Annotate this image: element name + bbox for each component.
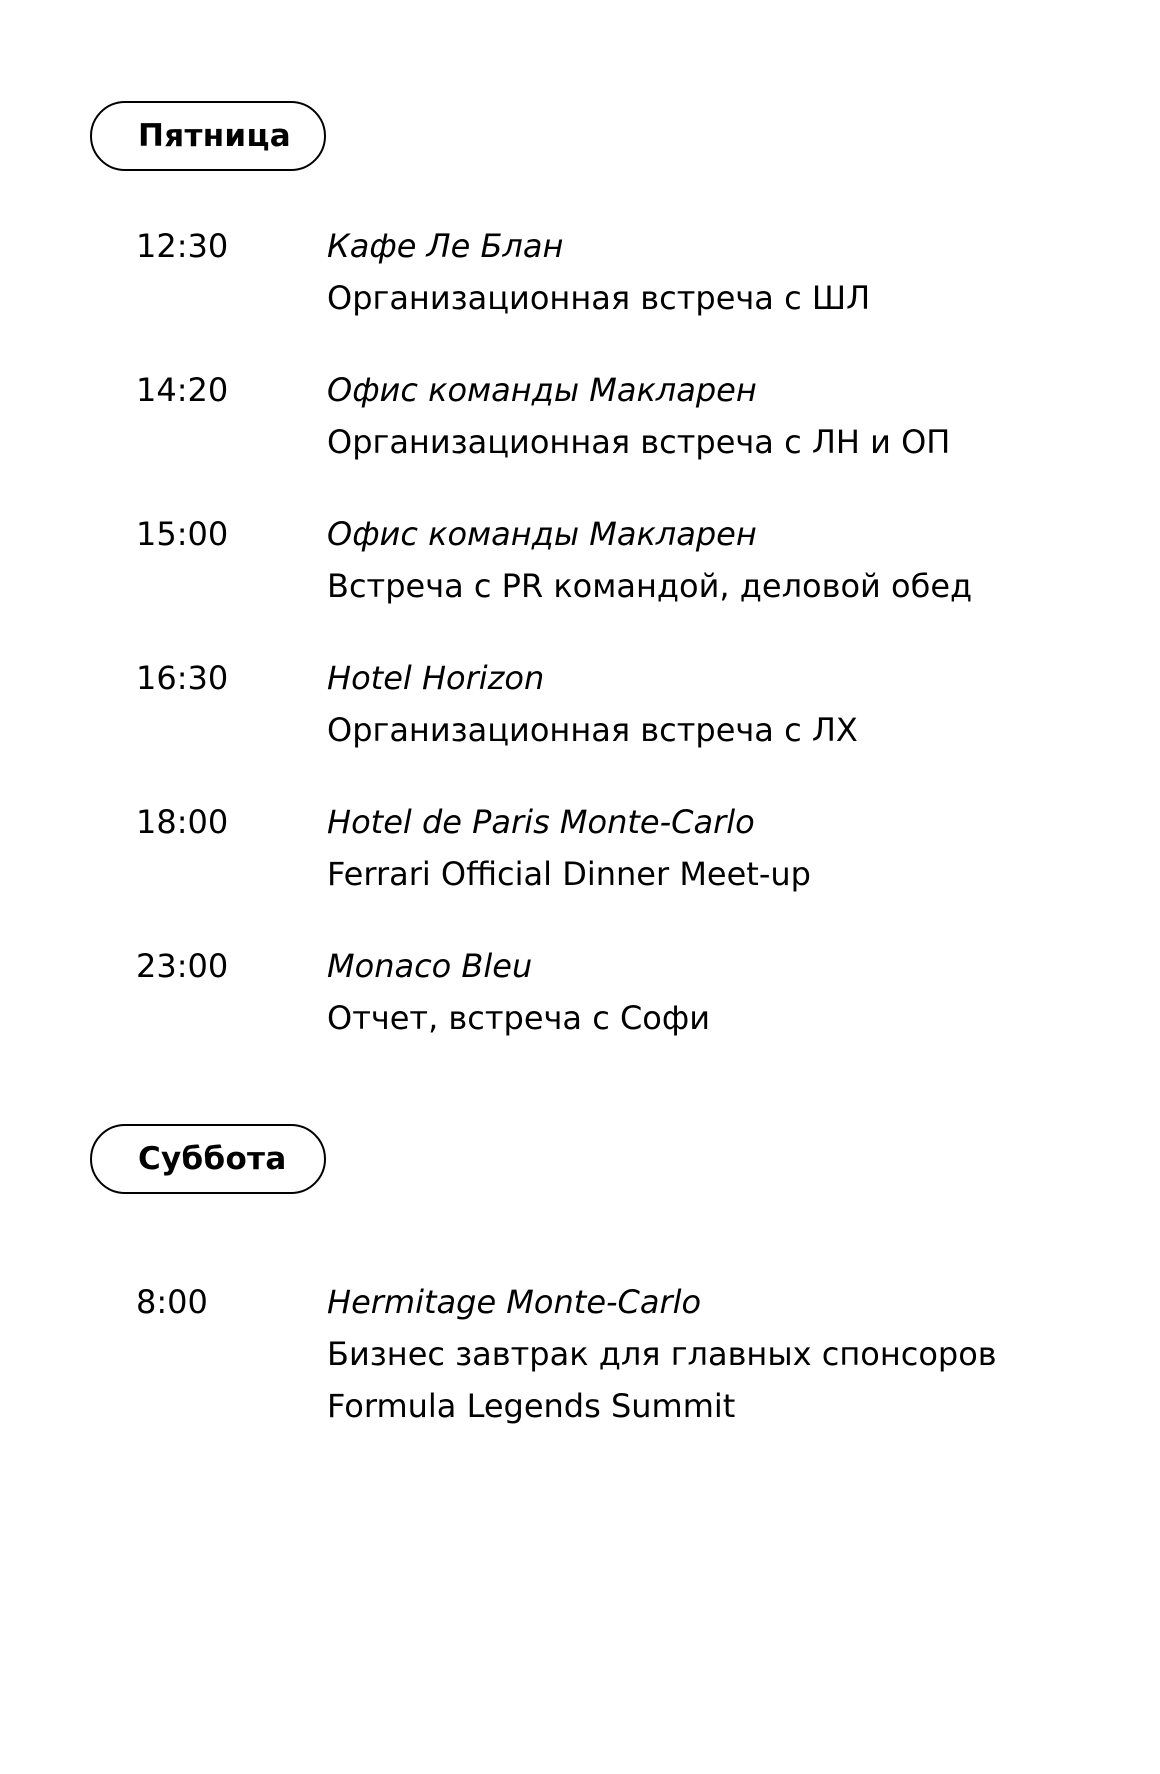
event-location: Кафе Ле Блан bbox=[327, 227, 564, 265]
schedule-item bbox=[0, 220, 1160, 324]
schedule-item bbox=[0, 508, 1160, 612]
event-location: Hotel Horizon bbox=[327, 659, 545, 697]
event-location: Hermitage Monte-Carlo bbox=[327, 1283, 702, 1321]
schedule-item bbox=[0, 364, 1160, 468]
event-description: Организационная встреча с ШЛ bbox=[327, 279, 871, 317]
event-location: Офис команды Макларен bbox=[327, 371, 757, 409]
event-time: 14:20 bbox=[136, 371, 229, 409]
event-time: 8:00 bbox=[136, 1283, 208, 1321]
day-label-friday: Пятница bbox=[90, 101, 326, 171]
event-time: 15:00 bbox=[136, 515, 229, 553]
event-location: Monaco Bleu bbox=[327, 947, 533, 985]
event-description: Бизнес завтрак для главных спонсоров bbox=[327, 1335, 997, 1373]
schedule-item bbox=[0, 1276, 1160, 1432]
schedule-item bbox=[0, 652, 1160, 756]
event-time: 12:30 bbox=[136, 227, 229, 265]
schedule-item bbox=[0, 796, 1160, 900]
event-description: Организационная встреча с ЛХ bbox=[327, 711, 858, 749]
event-description: Отчет, встреча с Софи bbox=[327, 999, 711, 1037]
event-time: 23:00 bbox=[136, 947, 229, 985]
event-description-line-2: Formula Legends Summit bbox=[327, 1387, 736, 1425]
event-time: 16:30 bbox=[136, 659, 229, 697]
event-description: Встреча с PR командой, деловой обед bbox=[327, 567, 973, 605]
schedule-item bbox=[0, 940, 1160, 1044]
event-location: Hotel de Paris Monte-Carlo bbox=[327, 803, 755, 841]
event-location: Офис команды Макларен bbox=[327, 515, 757, 553]
day-label-saturday: Суббота bbox=[90, 1124, 326, 1194]
event-time: 18:00 bbox=[136, 803, 229, 841]
event-description: Ferrari Official Dinner Meet-up bbox=[327, 855, 811, 893]
event-description: Организационная встреча с ЛН и ОП bbox=[327, 423, 951, 461]
